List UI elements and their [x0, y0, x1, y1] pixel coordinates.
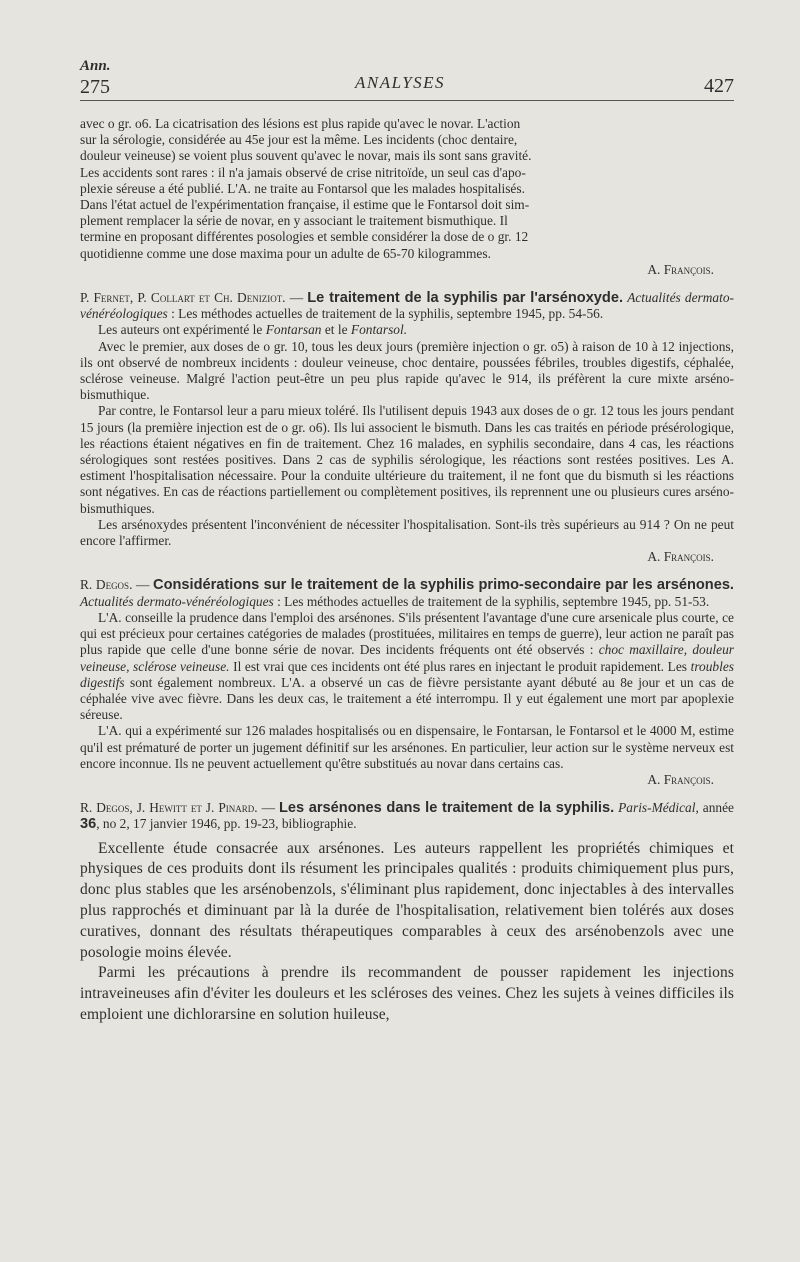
text-line: avec o gr. o6. La cicatrisation des lésions est plus rapide qu'avec le novar. L'action: [80, 116, 521, 131]
running-title: ANALYSES: [354, 73, 446, 92]
review-arsenones-primo-secondaire: [80, 577, 734, 788]
text: L'A. conseille la prudence dans l'emploi des arsénones. S'ils présentent l'avantage d'une cure arsenicale plus courte, ce qui est précieux pour certaines catégories de malades (prostituées, militaires en temps de guerre), leur action ne paraît pas plus rapide que celle d'une bonne série de novar. Des incidents fréquents ont été observés :: [80, 609, 734, 658]
page-number: 427: [704, 75, 734, 97]
reviewer-signature: A. François.: [647, 261, 714, 277]
paragraph: Les arsénoxydes présentent l'inconvénient de nécessiter l'hospitalisation. Sont-ils très supérieurs au 914 ? On ne peut encore l'affirmer.: [80, 516, 734, 549]
journal-year: 36: [80, 816, 97, 833]
product-name: Fontarsol.: [350, 322, 408, 338]
emphasis: troubles digestifs: [80, 658, 734, 690]
reviewer-signature: A. François.: [647, 549, 714, 565]
text-line: plexie séreuse a été publié. L'A. ne traite au Fontarsol que les malades hospitalisés.: [80, 180, 525, 196]
review-citation: [80, 577, 734, 609]
paragraph: Parmi les précautions à prendre ils recommandent de pousser rapidement les injections intraveineuses afin d'éviter les douleurs et les scléroses des veines. Chez les sujets à veines difficiles ils emploient une dichlorarsine en solution huileuse,: [80, 964, 734, 1023]
review-citation: [80, 290, 734, 322]
review-continuation: [80, 116, 734, 278]
volume-number: 275: [80, 76, 110, 98]
journal-name: Paris-Médical: [618, 800, 696, 816]
text: Il est vrai que ces incidents ont été plus rares en injectant le produit rapidement. Les: [229, 658, 691, 674]
journal-name: Actualités dermato-vénéréologiques: [80, 290, 734, 322]
source-details: : Les méthodes actuelles de traitement de la syphilis, septembre 1945, pp. 51-53.: [273, 593, 710, 609]
text-line: quotidienne comme une dose maxima pour un adulte de 65-70 kilogrammes.: [80, 245, 491, 261]
review-citation: [80, 800, 734, 832]
review-title: Le traitement de la syphilis par l'arsénoxyde.: [307, 290, 624, 307]
review-text: [80, 116, 734, 262]
paragraph: Excellente étude consacrée aux arsénones. Les auteurs rappellent les propriétés chimiques et physiques de ces produits dont ils résument les principales qualités : produits chimiquement plus purs, donc plus stables que les arsénobenzols, s'éliminant plus rapidement, donc injectables à des intervalles plus rapprochés et diminuant par là la durée de l'hospitalisation, relativement bien tolérés aux doses curatives, donnant des résultats thérapeutiques comparables à ceux des arsénobenzols avec une posologie moins élevée.: [80, 839, 734, 961]
handwritten-annotation: Ann.: [80, 58, 111, 74]
review-title: Considérations sur le traitement de la syphilis primo-secondaire par les arsénones.: [153, 577, 734, 594]
text: sont également nombreux. L'A. a observé un cas de fièvre persistante ayant débuté au 8e jour et un cas de céphalée vive avec fièvre. Dans les deux cas, le traitement a été interrompu. Il y eut également une mort par apoplexie séreuse.: [80, 674, 734, 723]
product-name: Fontarsan: [265, 322, 322, 338]
review-arsenones-traitement: [80, 800, 734, 1026]
text-line: plement remplacer la série de novar, en y associant le traitement bismuthique. Il: [80, 213, 508, 229]
text-line: douleur veineuse) se voient plus souvent qu'avec le novar, mais ils sont sans gravité.: [80, 148, 532, 164]
text-line: Les accidents sont rares : il n'a jamais observé de crise nitritoïde, un seul cas d'apo-: [80, 164, 526, 180]
source-details: , no 2, 17 janvier 1946, pp. 19-23, bibliographie.: [96, 816, 357, 832]
article-body: [80, 116, 734, 1026]
review-arsenoxyde: [80, 290, 734, 565]
text-line: sur la sérologie, considérée au 45e jour est la même. Les incidents (choc dentaire,: [80, 132, 518, 148]
review-authors: R. Degos, J. Hewitt et J. Pinard. —: [80, 800, 275, 816]
reviewer-signature: A. François.: [647, 771, 714, 787]
review-title: Les arsénones dans le traitement de la syphilis.: [278, 800, 615, 817]
paragraph: L'A. qui a expérimenté sur 126 malades hospitalisés ou en dispensaire, le Fontarsan, le Fontarsol et le 4000 M, estime qu'il est prématuré de porter un jugement définitif sur les arsénones. En particulier, leur action sur le système nerveux est encore inconnue. Ils ne peuvent actuellement qu'être substitués au novar dans certains cas.: [80, 723, 734, 771]
paragraph: [80, 322, 734, 338]
text: et le: [321, 322, 351, 338]
paragraph: [80, 610, 734, 723]
paragraph: Avec le premier, aux doses de o gr. 10, tous les deux jours (première injection o gr. o5) à raison de 10 à 12 injections, ils ont observé de nombreux incidents : douleur veineuse, choc dentaire, poussées fébriles, troubles digestifs, céphalée, sclérose veineuse. Malgré l'action peut-être un peu plus rapide qu'avec le 914, ils préfèrent la cure mixte arséno-bismuthique.: [80, 338, 734, 403]
review-authors: R. Degos. —: [80, 577, 150, 593]
text-line: termine en proposant différentes posologies et semble considérer la dose de o gr. 12: [80, 229, 529, 245]
source-details: , année: [695, 800, 734, 816]
header-rule: [80, 100, 734, 101]
text-line: Dans l'état actuel de l'expérimentation française, il estime que le Fontarsol doit sim-: [80, 197, 530, 213]
journal-name: Actualités dermato-vénéréologiques: [80, 593, 274, 609]
text: Les auteurs ont expérimenté le: [98, 322, 266, 338]
paragraph: Par contre, le Fontarsol leur a paru mieux toléré. Ils l'utilisent depuis 1943 aux doses de o gr. 12 tous les jours pendant 15 jours (la première injection est de o gr. o6). Ils lui associent le bismuth. Dans les cas traités en période présérologique, les réactions étaient négatives en fin de traitement. Chez 16 malades, en syphilis secondaire, dans 4 cas, les réactions sérologiques sont restées positives. Dans 2 cas de syphilis sérologique, les réactions sont restées positives. Les A. estiment l'hospitalisation nécessaire. Pour la conduite ultérieure du traitement, il ne font que du bismuth si les réactions sont négatives. En cas de réactions partiellement ou complètement positives, ils reprennent une ou plusieurs cures arséno-bismuthiques.: [80, 403, 734, 516]
source-details: : Les méthodes actuelles de traitement de la syphilis, septembre 1945, pp. 54-56.: [167, 306, 604, 322]
review-authors: P. Fernet, P. Collart et Ch. Deniziot. —: [80, 290, 304, 306]
emphasis: choc maxillaire, douleur veineuse, sclérose veineuse.: [80, 642, 734, 674]
